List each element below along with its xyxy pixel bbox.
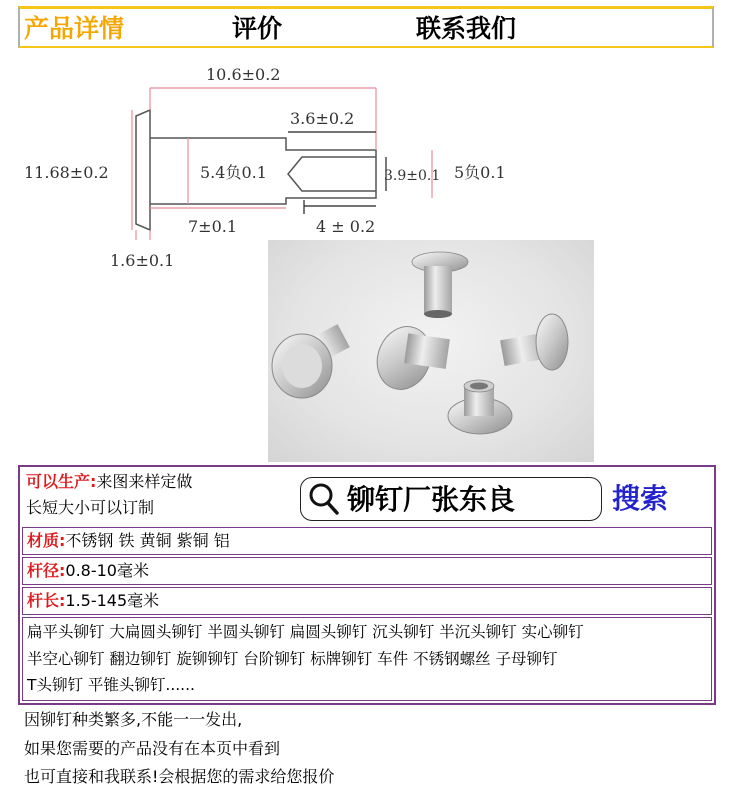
footer-line-2: 如果您需要的产品没有在本页中看到 (24, 738, 281, 758)
material-label: 材质: (27, 531, 66, 550)
rivet-types-row (22, 617, 712, 701)
material-value: 不锈钢 铁 黄铜 紫铜 铝 (65, 531, 230, 550)
types-line-2: 半空心铆钉 翻边铆钉 旋铆铆钉 台阶铆钉 标牌铆钉 车件 不锈钢螺丝 子母铆钉 (27, 649, 558, 668)
dim-total-length: 10.6±0.2 (206, 65, 281, 84)
length-value: 1.5-145毫米 (65, 591, 160, 610)
dim-head-diameter: 11.68±0.2 (24, 163, 109, 182)
dim-tail-diameter: 5负0.1 (454, 163, 506, 182)
dim-shank-length: 7±0.1 (188, 217, 238, 236)
types-line-1: 扁平头铆钉 大扁圆头铆钉 半圆头铆钉 扁圆头铆钉 沉头铆钉 半沉头铆钉 实心铆钉 (27, 623, 584, 641)
footer-note (24, 706, 334, 792)
material-row (22, 527, 712, 555)
diameter-value: 0.8-10毫米 (65, 561, 149, 580)
search-icon (307, 482, 341, 516)
search-keyword: 铆钉厂张东良 (347, 483, 516, 516)
footer-line-1: 因铆钉种类繁多,不能一一发出, (24, 710, 243, 729)
tab-product-details[interactable]: 产品详情 (24, 14, 125, 43)
tab-contact-us[interactable]: 联系我们 (416, 14, 517, 43)
shop-search-box[interactable] (300, 477, 602, 521)
rivet-product-photo (268, 240, 594, 462)
custom-size-text: 长短大小可以订制 (26, 498, 155, 517)
length-label: 杆长: (27, 591, 66, 610)
production-label: 可以生产: (26, 472, 97, 491)
tab-bar (18, 6, 714, 48)
production-row (22, 469, 712, 525)
diameter-label: 杆径: (27, 561, 66, 580)
search-button[interactable]: 搜索 (612, 482, 669, 515)
diameter-row (22, 557, 712, 585)
tab-reviews[interactable]: 评价 (232, 14, 283, 43)
dim-shank-diameter: 5.4负0.1 (200, 163, 267, 182)
dim-tail-length: 4 ± 0.2 (316, 217, 376, 236)
length-row (22, 587, 712, 615)
dim-head-thickness: 1.6±0.1 (110, 251, 175, 270)
types-line-3: T头铆钉 平锥头铆钉...... (27, 676, 195, 694)
product-info-table (18, 465, 716, 705)
dim-hole-diameter: 3.9±0.1 (384, 168, 441, 184)
dim-hole-depth: 3.6±0.2 (290, 109, 355, 128)
production-value: 来图来样定做 (96, 472, 193, 491)
footer-line-3: 也可直接和我联系!会根据您的需求给您报价 (24, 767, 335, 786)
